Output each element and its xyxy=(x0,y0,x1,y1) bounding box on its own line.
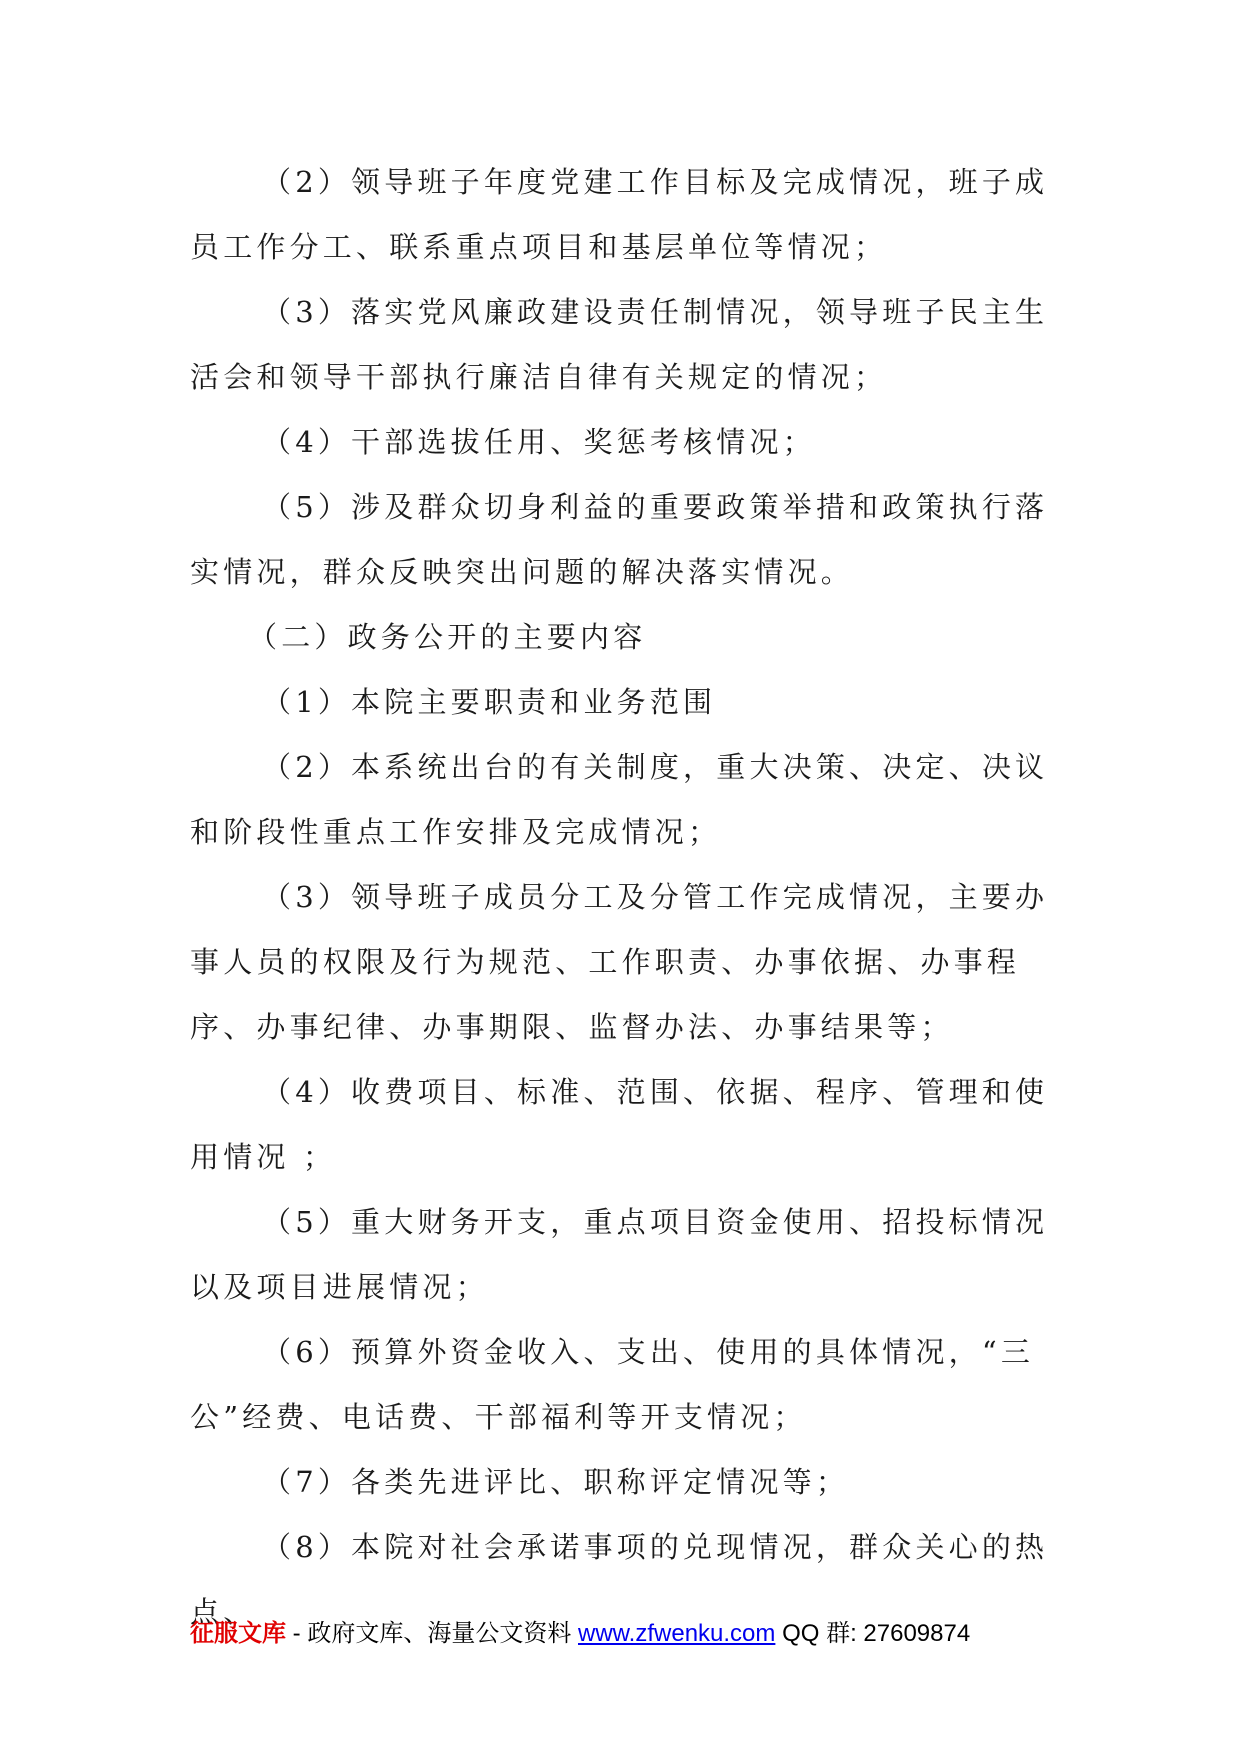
paragraph-5-public-interest-policies: （5）涉及群众切身利益的重要政策举措和政策执行落实情况，群众反映突出问题的解决落实情况。 xyxy=(190,490,1049,589)
paragraph-3-leadership-division: （3）领导班子成员分工及分管工作完成情况，主要办事人员的权限及行为规范、工作职责、办事依据、办事程序、办事纪律、办事期限、监督办法、办事结果等； xyxy=(190,880,1049,1044)
paragraph-2-system-rules: （2）本系统出台的有关制度，重大决策、决定、决议和阶段性重点工作安排及完成情况； xyxy=(190,750,1049,849)
paragraph-4-cadre-selection: （4）干部选拔任用、奖惩考核情况； xyxy=(262,425,816,459)
footer-tagline: 政府文库、海量公文资料 xyxy=(307,1620,572,1647)
page-footer xyxy=(190,1616,1050,1652)
paragraph-6-extra-budget-funds: （6）预算外资金收入、支出、使用的具体情况，“三公”经费、电话费、干部福利等开支情况； xyxy=(190,1335,1035,1434)
document-body xyxy=(190,150,1050,1645)
paragraph-2-party-building-goals: （2）领导班子年度党建工作目标及完成情况，班子成员工作分工、联系重点项目和基层单位等情况； xyxy=(190,165,1049,264)
paragraph-7-evaluations: （7）各类先进评比、职称评定情况等； xyxy=(262,1465,850,1499)
footer-website-link[interactable]: www.zfwenku.com xyxy=(578,1620,776,1647)
paragraph-3-clean-governance: （3）落实党风廉政建设责任制情况，领导班子民主生活会和领导干部执行廉洁自律有关规定的情况； xyxy=(190,295,1049,394)
footer-brand: 征服文库 xyxy=(190,1620,286,1647)
paragraph-8-public-commitments: （8）本院对社会承诺事项的兑现情况，群众关心的热点、 xyxy=(190,1530,1049,1629)
footer-separator: - xyxy=(286,1620,308,1647)
paragraph-4-fees: （4）收费项目、标准、范围、依据、程序、管理和使用情况 ； xyxy=(190,1075,1049,1174)
section-heading-government-affairs: （二）政务公开的主要内容 xyxy=(248,620,647,654)
paragraph-1-duties-scope: （1）本院主要职责和业务范围 xyxy=(262,685,717,719)
paragraph-5-financial-expenditure: （5）重大财务开支，重点项目资金使用、招投标情况以及项目进展情况； xyxy=(190,1205,1049,1304)
footer-qq-group: QQ 群: 27609874 xyxy=(782,1620,971,1647)
